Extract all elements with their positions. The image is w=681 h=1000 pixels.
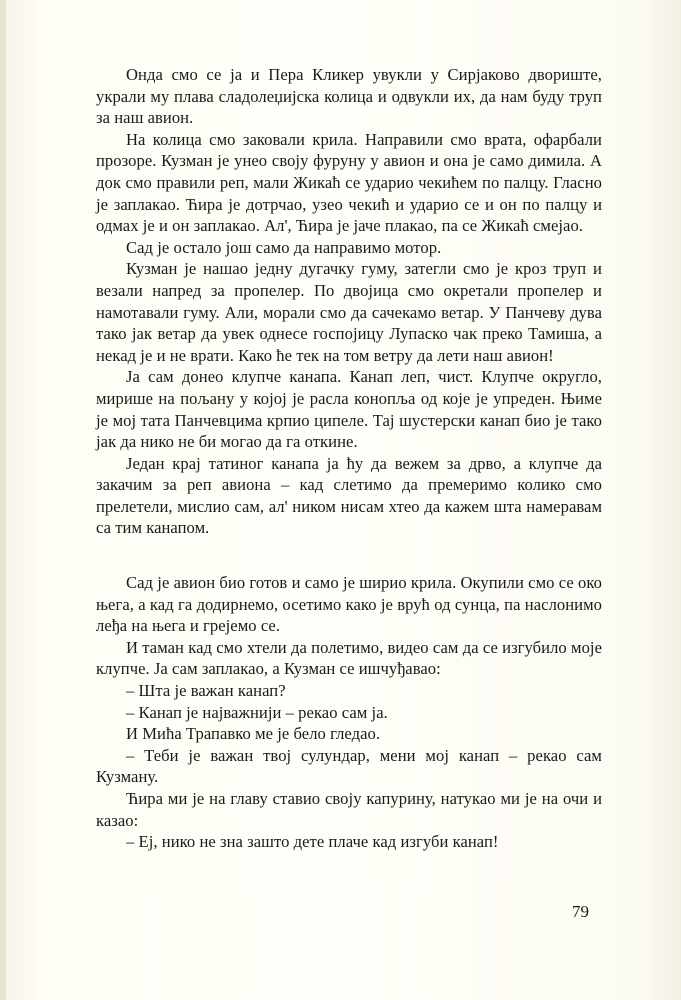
page-number: 79 <box>572 902 589 921</box>
paragraph-6: Један крај татиног канапа ја ћу да вежем за дрво, а клупче да закачим за реп авиона – кад слетимо да премеримо колико смо прелетели, мислио сам, ал' ником нисам хтео да кажем шта намеравам са тим канапом. <box>96 453 602 538</box>
paragraph-4: Кузман је нашао једну дугачку гуму, затегли смо је кроз труп и везали напред за пропелер. По двојица смо окретали пропелер и намотавали гуму. Али, морали смо да сачекамо ветар. У Панчеву дува тако јак ветар да увек однесе госпојицу Лупаско чак преко Тамиша, а некад је и не врати. Како ће тек на том ветру да лети наш авион! <box>96 259 602 365</box>
paragraph-3: Сад је остало још само да направимо мотор. <box>126 237 442 257</box>
dialogue-line-3: – Теби је важан твој сулундар, мени мој канап – рекао сам Кузману. <box>96 745 602 787</box>
dialogue-line-4: – Ej, нико не зна зашто дете плаче кад изгуби канап! <box>126 832 499 852</box>
paragraph-9: И Мића Трапавко ме је бело гледао. <box>126 724 381 744</box>
paragraph-8: И таман кад смо хтели да полетимо, видео сам да се изгубило моје клупче. Ја сам заплакао, а Кузман се ишчуђавао: <box>96 637 602 679</box>
dialogue-line-2: – Канап је најважнији – рекао сам ја. <box>126 702 388 722</box>
dialogue-line-1: – Шта је важан канап? <box>126 681 286 701</box>
paragraph-7: Сад је авион био готов и само је ширио крила. Окупили смо се око њега, а кад га додирнемо, осетимо како је врућ од сунца, па наслонимо леђа на њега и грејемо се. <box>96 573 602 636</box>
paragraph-10: Ћира ми је на главу ставио своју капурину, натукао ми је на очи и казао: <box>96 789 602 830</box>
section-break <box>96 539 602 572</box>
paragraph-1: Онда смо се ја и Пера Кликер увукли у Сирјаково двориште, украли му плава сладолеџијска колица и одвукли их, да нам буду труп за наш авион. <box>96 65 602 128</box>
page-gutter <box>0 0 6 1000</box>
page-text <box>96 64 602 853</box>
paragraph-2: На колица смо заковали крила. Направили смо врата, офарбали прозоре. Кузман је унео своју фуруну у авион и она је само димила. А док смо правили реп, мали Жикаћ се ударио чекићем по палцу. Гласно је заплакао. Ћира је дотрчао, узео чекић и ударио се и он по палцу и одмах је и он заплакао. Ал', Ћира је јаче плакао, па се Жикаћ смејао. <box>96 129 602 236</box>
paragraph-5: Ја сам донео клупче канапа. Канап леп, чист. Клупче округло, мирише на пољану у којој је расла конопља од које је упреден. Њиме је мој тата Панчевцима крпио ципеле. Тај шустерски канап био је тако јак да нико не би могао да га откине. <box>96 367 602 452</box>
